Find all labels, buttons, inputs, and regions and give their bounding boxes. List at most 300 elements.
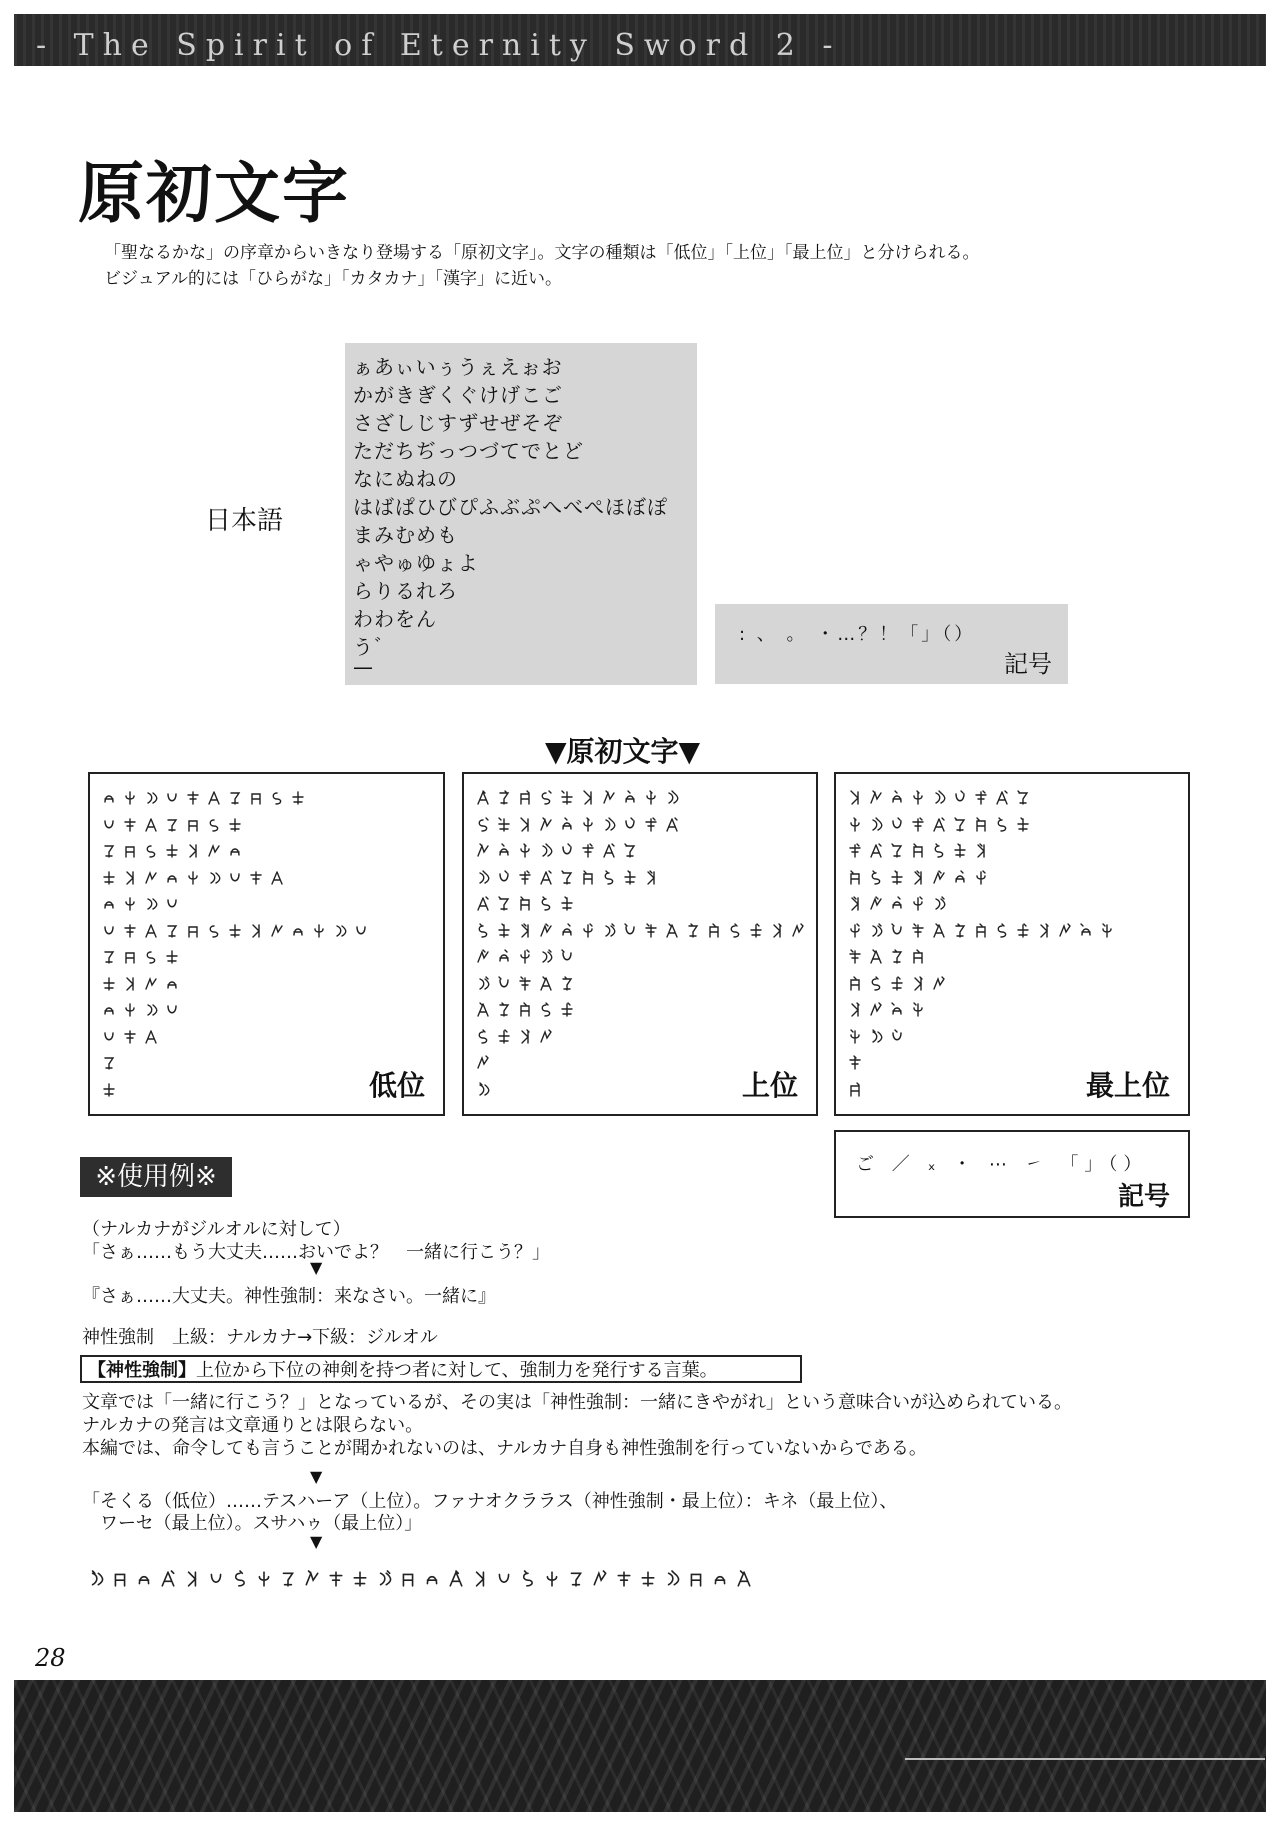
primordial-glyph bbox=[791, 923, 805, 939]
primordial-glyph bbox=[974, 923, 988, 939]
primordial-glyph bbox=[869, 870, 883, 886]
primordial-glyph bbox=[581, 817, 595, 833]
primordial-glyph bbox=[568, 1569, 584, 1589]
kana-row: まみむめも bbox=[353, 523, 458, 547]
kana-row: さざしじすずせぜそぞ bbox=[353, 411, 564, 435]
primordial-glyph bbox=[932, 843, 946, 859]
primordial-glyph bbox=[144, 923, 158, 939]
primordial-glyph bbox=[208, 1569, 224, 1589]
glyph-row bbox=[476, 998, 574, 1022]
primordial-glyph bbox=[1100, 923, 1114, 939]
glyph-row bbox=[848, 1025, 904, 1049]
down-arrow-icon: ▼ bbox=[310, 1467, 323, 1486]
primordial-glyph bbox=[890, 949, 904, 965]
primordial-glyph bbox=[123, 1002, 137, 1018]
primordial-glyph bbox=[165, 976, 179, 992]
glyph-row bbox=[476, 866, 658, 890]
primordial-glyph bbox=[848, 1055, 862, 1071]
primordial-glyph bbox=[911, 817, 925, 833]
glyph-row bbox=[848, 866, 988, 890]
primordial-glyph bbox=[974, 790, 988, 806]
primordial-glyph bbox=[539, 976, 553, 992]
primordial-glyph bbox=[102, 1055, 116, 1071]
primordial-glyph bbox=[911, 870, 925, 886]
primordial-glyph bbox=[270, 870, 284, 886]
glyph-row bbox=[102, 786, 305, 810]
primordial-glyph bbox=[539, 817, 553, 833]
primordial-glyph bbox=[144, 817, 158, 833]
primordial-glyph bbox=[869, 949, 883, 965]
glyph-row bbox=[476, 1051, 490, 1075]
primordial-glyph bbox=[623, 923, 637, 939]
primordial-glyph bbox=[560, 790, 574, 806]
glyph-row bbox=[848, 919, 1114, 943]
primordial-glyph bbox=[448, 1569, 464, 1589]
kana-row: なにぬねの bbox=[353, 467, 458, 491]
primordial-glyph bbox=[581, 923, 595, 939]
primordial-glyph bbox=[102, 817, 116, 833]
primordial-glyph bbox=[476, 817, 490, 833]
primordial-glyph bbox=[123, 896, 137, 912]
primordial-glyph bbox=[102, 1002, 116, 1018]
primordial-glyph bbox=[623, 870, 637, 886]
kana-row: かがきぎくぐけげこご bbox=[353, 383, 563, 407]
primordial-glyph bbox=[664, 1569, 680, 1589]
primordial-glyph bbox=[144, 790, 158, 806]
primordial-glyph bbox=[869, 1002, 883, 1018]
primordial-glyph bbox=[186, 923, 200, 939]
primordial-glyph bbox=[123, 817, 137, 833]
panel-label-low: 低位 bbox=[368, 1069, 425, 1102]
primordial-glyph bbox=[165, 817, 179, 833]
primordial-glyph bbox=[186, 790, 200, 806]
glyph-row bbox=[848, 786, 1030, 810]
glyph-row bbox=[102, 813, 242, 837]
primordial-glyph bbox=[953, 870, 967, 886]
primordial-glyph bbox=[472, 1569, 488, 1589]
primordial-glyph bbox=[186, 870, 200, 886]
primordial-glyph bbox=[144, 870, 158, 886]
primordial-glyph bbox=[518, 1002, 532, 1018]
glyph-row bbox=[848, 945, 925, 969]
primordial-glyph bbox=[974, 843, 988, 859]
kana-row: わわをん bbox=[353, 607, 437, 631]
usage-line-translation: 『さぁ……大丈夫。神性強制：来なさい。一緒に』 bbox=[82, 1286, 496, 1307]
primordial-glyph bbox=[890, 1002, 904, 1018]
primordial-glyph bbox=[665, 790, 679, 806]
primordial-glyph bbox=[539, 896, 553, 912]
primordial-glyph bbox=[848, 843, 862, 859]
explanation-line-1: 文章では「一緒に行こう？」となっているが、その実は「神性強制：一緒にきやがれ」という意味合いが込められている。 bbox=[82, 1392, 1072, 1413]
primordial-glyph bbox=[616, 1569, 632, 1589]
primordial-glyph bbox=[602, 817, 616, 833]
primordial-glyph bbox=[165, 843, 179, 859]
primordial-glyph bbox=[707, 923, 721, 939]
primordial-glyph bbox=[932, 870, 946, 886]
primordial-glyph bbox=[102, 843, 116, 859]
glyph-row bbox=[848, 839, 988, 863]
primordial-glyph bbox=[496, 1569, 512, 1589]
primordial-glyph bbox=[848, 923, 862, 939]
primordial-glyph bbox=[123, 870, 137, 886]
primordial-glyph bbox=[228, 790, 242, 806]
primordial-glyph bbox=[539, 843, 553, 859]
primordial-glyph bbox=[974, 870, 988, 886]
footer-rule bbox=[905, 1758, 1265, 1760]
primordial-glyph bbox=[1058, 923, 1072, 939]
primordial-glyph bbox=[102, 870, 116, 886]
primordial-glyph bbox=[518, 817, 532, 833]
primordial-glyph bbox=[518, 790, 532, 806]
glyph-row bbox=[476, 813, 679, 837]
primordial-glyph bbox=[560, 843, 574, 859]
primordial-glyph bbox=[848, 1002, 862, 1018]
primordial-glyph bbox=[665, 923, 679, 939]
header-title: - The Spirit of Eternity Sword 2 - bbox=[36, 28, 842, 63]
primordial-glyph bbox=[476, 870, 490, 886]
primordial-glyph bbox=[953, 790, 967, 806]
glyph-row bbox=[848, 1051, 862, 1075]
primordial-glyph bbox=[539, 1029, 553, 1045]
primordial-glyph bbox=[102, 790, 116, 806]
kana-row: — bbox=[353, 655, 374, 679]
primordial-glyph bbox=[560, 976, 574, 992]
primordial-glyph bbox=[518, 949, 532, 965]
primordial-glyph bbox=[602, 870, 616, 886]
primordial-glyph bbox=[165, 870, 179, 886]
primordial-glyph bbox=[497, 976, 511, 992]
primordial-glyph bbox=[476, 1055, 490, 1071]
glyph-row bbox=[476, 1025, 553, 1049]
primordial-glyph bbox=[560, 923, 574, 939]
primordial-glyph bbox=[911, 976, 925, 992]
header-banner bbox=[14, 14, 1266, 66]
glyph-row bbox=[476, 945, 574, 969]
primordial-glyph bbox=[497, 923, 511, 939]
glyph-symbols-chars: ご ／ ₓ ・ ⋯ ㇀ 「」（） bbox=[856, 1154, 1148, 1175]
primordial-glyph bbox=[848, 790, 862, 806]
primordial-glyph bbox=[376, 1569, 392, 1589]
primordial-glyph bbox=[890, 843, 904, 859]
primordial-glyph bbox=[932, 896, 946, 912]
primordial-glyph bbox=[623, 817, 637, 833]
glyph-row bbox=[102, 1051, 116, 1075]
primordial-glyph bbox=[333, 923, 347, 939]
definition-text: 上位から下位の神剣を持つ者に対して、強制力を発行する言葉。 bbox=[196, 1360, 718, 1381]
glyph-row bbox=[102, 998, 179, 1022]
primordial-glyph bbox=[602, 843, 616, 859]
primordial-glyph bbox=[518, 976, 532, 992]
primordial-glyph bbox=[890, 1029, 904, 1045]
primordial-glyph bbox=[144, 843, 158, 859]
glyph-row bbox=[848, 892, 946, 916]
primordial-glyph bbox=[102, 1082, 116, 1098]
definition-term: 【神性強制】 bbox=[88, 1360, 196, 1381]
primordial-glyph bbox=[123, 843, 137, 859]
primordial-glyph bbox=[953, 817, 967, 833]
primordial-glyph bbox=[1079, 923, 1093, 939]
primordial-glyph bbox=[1016, 923, 1030, 939]
glyph-row bbox=[476, 972, 574, 996]
primordial-glyph bbox=[304, 1569, 320, 1589]
primordial-glyph bbox=[207, 870, 221, 886]
primordial-glyph bbox=[890, 870, 904, 886]
primordial-glyph bbox=[354, 923, 368, 939]
primordial-glyph bbox=[712, 1569, 728, 1589]
usage-line-rank: 神性強制 上級：ナルカナ→下級：ジルオル bbox=[82, 1327, 438, 1348]
primordial-glyph bbox=[228, 843, 242, 859]
primordial-glyph bbox=[497, 790, 511, 806]
primordial-glyph bbox=[539, 790, 553, 806]
primordial-glyph bbox=[890, 790, 904, 806]
glyph-row bbox=[476, 786, 679, 810]
glyph-row bbox=[102, 972, 179, 996]
primordial-glyph bbox=[352, 1569, 368, 1589]
primordial-glyph bbox=[160, 1569, 176, 1589]
kana-row: はばぱひびぴふぶぷへべぺほぼぽ bbox=[353, 495, 668, 519]
page-title: 原初文字 bbox=[78, 155, 350, 232]
primordial-glyph bbox=[728, 923, 742, 939]
primordial-glyph bbox=[476, 923, 490, 939]
primordial-glyph bbox=[911, 923, 925, 939]
primordial-glyph bbox=[911, 790, 925, 806]
primordial-glyph bbox=[165, 1002, 179, 1018]
primordial-glyph bbox=[869, 843, 883, 859]
primordial-glyph bbox=[560, 896, 574, 912]
usage-line-dialogue: 「さぁ……もう大丈夫……おいでよ？ 一緒に行こう？」 bbox=[82, 1242, 550, 1263]
primordial-glyph bbox=[144, 1029, 158, 1045]
primordial-glyph bbox=[102, 896, 116, 912]
primordial-glyph bbox=[911, 949, 925, 965]
primordial-glyph bbox=[932, 976, 946, 992]
primordial-glyph bbox=[144, 976, 158, 992]
primordial-glyph bbox=[539, 923, 553, 939]
primordial-glyph bbox=[476, 1029, 490, 1045]
primordial-glyph bbox=[560, 870, 574, 886]
primordial-glyph bbox=[144, 896, 158, 912]
primordial-glyph bbox=[123, 790, 137, 806]
primordial-glyph bbox=[869, 817, 883, 833]
primordial-glyph bbox=[328, 1569, 344, 1589]
primordial-glyph bbox=[144, 1002, 158, 1018]
kana-row: らりるれろ bbox=[353, 579, 458, 603]
primordial-glyph bbox=[623, 843, 637, 859]
kana-row: う゛ bbox=[353, 635, 395, 659]
primordial-glyph bbox=[232, 1569, 248, 1589]
primordial-glyph bbox=[665, 817, 679, 833]
primordial-glyph bbox=[869, 790, 883, 806]
primordial-glyph bbox=[184, 1569, 200, 1589]
primordial-glyph bbox=[291, 923, 305, 939]
primordial-glyph bbox=[890, 817, 904, 833]
glyph-row bbox=[476, 1078, 490, 1102]
primordial-glyph bbox=[144, 949, 158, 965]
primordial-glyph bbox=[228, 870, 242, 886]
primordial-glyph bbox=[686, 923, 700, 939]
primordial-glyph bbox=[102, 949, 116, 965]
primordial-glyph bbox=[869, 976, 883, 992]
glyph-row bbox=[102, 839, 242, 863]
primordial-glyph bbox=[953, 843, 967, 859]
primordial-glyph bbox=[476, 790, 490, 806]
primordial-glyph bbox=[476, 896, 490, 912]
primordial-glyph bbox=[312, 923, 326, 939]
glyph-row bbox=[102, 945, 179, 969]
glyph-row bbox=[102, 919, 368, 943]
primordial-glyph bbox=[581, 790, 595, 806]
glyph-row bbox=[476, 839, 637, 863]
primordial-glyph bbox=[497, 949, 511, 965]
primordial-glyph bbox=[400, 1569, 416, 1589]
primordial-glyph bbox=[476, 843, 490, 859]
primordial-glyph bbox=[102, 923, 116, 939]
primordial-glyph bbox=[88, 1569, 104, 1589]
primordial-glyph bbox=[249, 790, 263, 806]
primordial-glyph bbox=[165, 923, 179, 939]
primordial-glyph bbox=[123, 976, 137, 992]
primordial-glyph bbox=[974, 817, 988, 833]
primordial-glyph bbox=[736, 1569, 752, 1589]
panel-label-top: 最上位 bbox=[1085, 1069, 1170, 1102]
kana-row: ゃやゅゆょよ bbox=[353, 551, 479, 575]
primordial-glyph bbox=[544, 1569, 560, 1589]
glyph-panel-low bbox=[88, 772, 445, 1116]
primordial-glyph bbox=[165, 896, 179, 912]
primordial-glyph bbox=[688, 1569, 704, 1589]
primordial-glyph bbox=[228, 817, 242, 833]
primordial-glyph bbox=[497, 817, 511, 833]
down-arrow-icon: ▼ bbox=[310, 1258, 323, 1277]
glyph-row bbox=[476, 892, 574, 916]
primordial-glyph bbox=[207, 817, 221, 833]
glyph-row bbox=[848, 1078, 862, 1102]
footer-banner bbox=[14, 1680, 1266, 1812]
primordial-glyph bbox=[207, 790, 221, 806]
definition-box bbox=[80, 1355, 802, 1383]
glyph-row bbox=[848, 813, 1030, 837]
primordial-glyph bbox=[123, 923, 137, 939]
primordial-glyph bbox=[497, 896, 511, 912]
glyph-row bbox=[102, 1025, 158, 1049]
primordial-glyph bbox=[520, 1569, 536, 1589]
glyph-sentence bbox=[88, 1564, 752, 1594]
primordial-glyph bbox=[869, 1029, 883, 1045]
primordial-glyph bbox=[623, 790, 637, 806]
primordial-glyph bbox=[602, 790, 616, 806]
primordial-glyph bbox=[207, 923, 221, 939]
primordial-glyph bbox=[518, 843, 532, 859]
usage-line-context: （ナルカナがジルオルに対して） bbox=[82, 1219, 351, 1240]
primordial-glyph bbox=[602, 923, 616, 939]
primordial-glyph bbox=[207, 843, 221, 859]
primordial-glyph bbox=[228, 923, 242, 939]
kana-row: ただちぢっつづてでとど bbox=[353, 439, 584, 463]
japanese-label: 日本語 bbox=[205, 506, 284, 536]
primordial-glyph bbox=[476, 976, 490, 992]
glyph-row bbox=[102, 866, 284, 890]
primordial-glyph bbox=[911, 1002, 925, 1018]
primordial-glyph bbox=[249, 923, 263, 939]
primordial-glyph bbox=[644, 790, 658, 806]
primordial-glyph bbox=[592, 1569, 608, 1589]
primordial-glyph bbox=[890, 923, 904, 939]
primordial-glyph bbox=[911, 896, 925, 912]
primordial-glyph bbox=[518, 923, 532, 939]
primordial-glyph bbox=[560, 1002, 574, 1018]
primordial-glyph bbox=[932, 817, 946, 833]
primordial-glyph bbox=[995, 923, 1009, 939]
primordial-glyph bbox=[848, 870, 862, 886]
primordial-glyph bbox=[476, 949, 490, 965]
primordial-glyph bbox=[640, 1569, 656, 1589]
japanese-kana-box bbox=[345, 343, 697, 685]
glyph-panel-high bbox=[462, 772, 818, 1116]
primordial-glyph bbox=[270, 923, 284, 939]
primordial-glyph bbox=[848, 949, 862, 965]
glyph-row bbox=[848, 998, 925, 1022]
down-arrow-icon: ▼ bbox=[310, 1532, 323, 1551]
primordial-glyph bbox=[256, 1569, 272, 1589]
primordial-glyph bbox=[518, 896, 532, 912]
primordial-glyph bbox=[848, 976, 862, 992]
primordial-glyph bbox=[1037, 923, 1051, 939]
primordial-glyph bbox=[1016, 790, 1030, 806]
primordial-glyph bbox=[518, 870, 532, 886]
primordial-glyph bbox=[497, 843, 511, 859]
primordial-glyph bbox=[953, 923, 967, 939]
primordial-glyph bbox=[932, 923, 946, 939]
primordial-glyph bbox=[644, 817, 658, 833]
primordial-glyph bbox=[497, 870, 511, 886]
primordial-glyph bbox=[749, 923, 763, 939]
primordial-glyph bbox=[102, 1029, 116, 1045]
primordial-glyph bbox=[848, 896, 862, 912]
primordial-glyph bbox=[291, 790, 305, 806]
glyph-row bbox=[848, 972, 946, 996]
primordial-glyph bbox=[165, 790, 179, 806]
primordial-glyph bbox=[560, 949, 574, 965]
glyph-symbols-label: 記号 bbox=[1117, 1182, 1170, 1212]
primordial-glyph bbox=[497, 1029, 511, 1045]
primordial-glyph bbox=[560, 817, 574, 833]
primordial-glyph bbox=[136, 1569, 152, 1589]
symbols-chars: : 、 。 ・…？！「」（） bbox=[739, 624, 976, 645]
primordial-glyph bbox=[424, 1569, 440, 1589]
intro-line-2: ビジュアル的には「ひらがな」「カタカナ」「漢字」に近い。 bbox=[104, 269, 562, 289]
primordial-glyph bbox=[890, 896, 904, 912]
example-line-2: ワーセ（最上位）。スサハゥ（最上位）」 bbox=[82, 1513, 423, 1534]
primordial-glyph bbox=[270, 790, 284, 806]
page-number: 28 bbox=[35, 1644, 66, 1672]
glyph-symbols-box bbox=[834, 1130, 1190, 1218]
explanation-line-3: 本編では、命令しても言うことが聞かれないのは、ナルカナ自身も神性強制を行っていないからである。 bbox=[82, 1438, 927, 1459]
kana-row: ぁあぃいぅうぇえぉお bbox=[353, 355, 563, 379]
primordial-glyph bbox=[890, 976, 904, 992]
primordial-glyph bbox=[165, 949, 179, 965]
primordial-glyph bbox=[869, 923, 883, 939]
primordial-glyph bbox=[249, 870, 263, 886]
glyph-panel-top bbox=[834, 772, 1190, 1116]
primordial-glyph bbox=[581, 870, 595, 886]
primordial-glyph bbox=[518, 1029, 532, 1045]
primordial-glyph bbox=[476, 1002, 490, 1018]
explanation-line-2: ナルカナの発言は文章通りとは限らない。 bbox=[82, 1415, 424, 1436]
primordial-glyph bbox=[476, 1082, 490, 1098]
primordial-glyph bbox=[102, 976, 116, 992]
primordial-glyph bbox=[186, 843, 200, 859]
primordial-glyph bbox=[932, 790, 946, 806]
primordial-glyph bbox=[539, 1002, 553, 1018]
